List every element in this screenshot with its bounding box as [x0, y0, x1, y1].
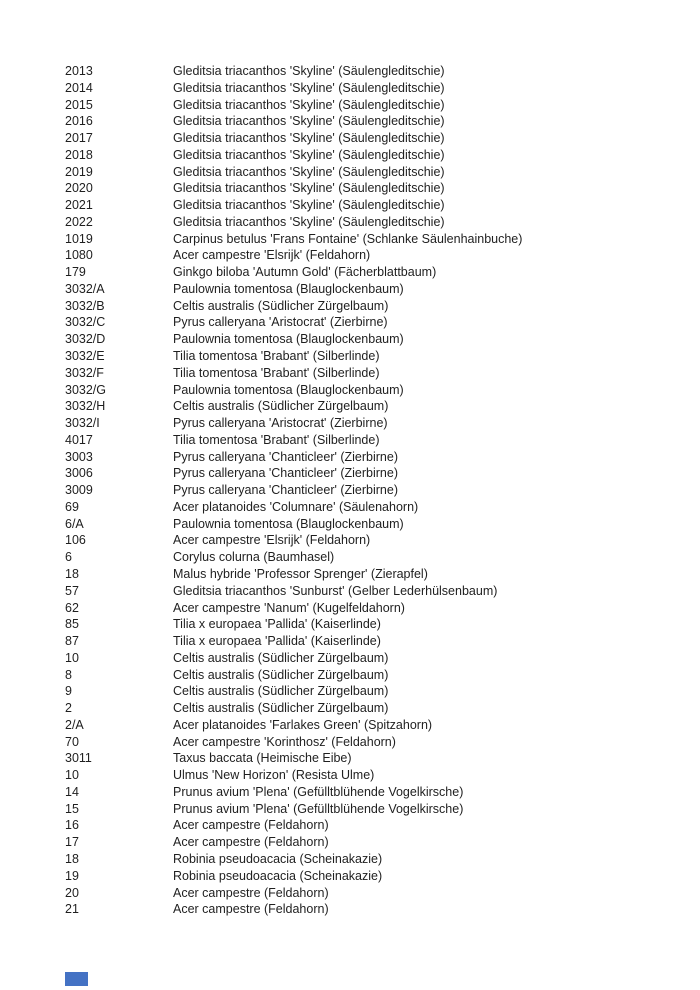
- tree-species: Gleditsia triacanthos 'Skyline' (Säulengleditschie): [173, 164, 445, 179]
- table-row: [65, 667, 522, 684]
- tree-species: Gleditsia triacanthos 'Skyline' (Säulengleditschie): [173, 181, 445, 196]
- table-row: [65, 247, 522, 264]
- table-row: [65, 147, 522, 164]
- tree-species: Pyrus calleryana 'Aristocrat' (Zierbirne): [173, 416, 388, 431]
- tree-id: 18: [65, 851, 79, 866]
- table-row: [65, 465, 522, 482]
- tree-id: 2/A: [65, 717, 84, 732]
- tree-species: Corylus colurna (Baumhasel): [173, 550, 335, 565]
- tree-id: 2014: [65, 80, 93, 95]
- tree-id: 6/A: [65, 516, 84, 531]
- tree-species: Celtis australis (Südlicher Zürgelbaum): [173, 684, 389, 699]
- tree-species: Pyrus calleryana 'Chanticleer' (Zierbirne): [173, 466, 398, 481]
- tree-species: Paulownia tomentosa (Blauglockenbaum): [173, 281, 404, 296]
- table-row: [65, 164, 522, 181]
- tree-species: Tilia tomentosa 'Brabant' (Silberlinde): [173, 432, 380, 447]
- table-row: [65, 549, 522, 566]
- tree-id: 3006: [65, 466, 93, 481]
- tree-species: Gleditsia triacanthos 'Skyline' (Säulengleditschie): [173, 147, 445, 162]
- tree-id: 179: [65, 265, 86, 280]
- table-row: [65, 734, 522, 751]
- table-row: [65, 885, 522, 902]
- tree-id: 16: [65, 818, 79, 833]
- tree-species: Malus hybride 'Professor Sprenger' (Zierapfel): [173, 566, 428, 581]
- tree-id: 6: [65, 550, 72, 565]
- tree-id: 2022: [65, 214, 93, 229]
- tree-species: Acer campestre (Feldahorn): [173, 835, 329, 850]
- table-row: [65, 717, 522, 734]
- tree-species: Gleditsia triacanthos 'Skyline' (Säulengleditschie): [173, 198, 445, 213]
- tree-species: Acer campestre (Feldahorn): [173, 902, 329, 917]
- tree-species: Prunus avium 'Plena' (Gefülltblühende Vogelkirsche): [173, 784, 464, 799]
- tree-id: 2020: [65, 181, 93, 196]
- tree-species: Celtis australis (Südlicher Zürgelbaum): [173, 650, 389, 665]
- tree-id: 70: [65, 734, 79, 749]
- tree-id: 3003: [65, 449, 93, 464]
- table-row: [65, 683, 522, 700]
- tree-species: Acer campestre 'Elsrijk' (Feldahorn): [173, 533, 371, 548]
- tree-id: 4017: [65, 432, 93, 447]
- tree-species: Paulownia tomentosa (Blauglockenbaum): [173, 382, 404, 397]
- table-row: [65, 415, 522, 432]
- tree-species: Acer platanoides 'Farlakes Green' (Spitzahorn): [173, 717, 433, 732]
- tree-id: 10: [65, 650, 79, 665]
- tree-id: 62: [65, 600, 79, 615]
- table-row: [65, 432, 522, 449]
- tree-id: 3032/B: [65, 298, 105, 313]
- page-bottom-blue-mark: [65, 972, 88, 986]
- table-row: [65, 767, 522, 784]
- tree-id: 3032/A: [65, 281, 105, 296]
- tree-id: 2015: [65, 97, 93, 112]
- tree-species: Carpinus betulus 'Frans Fontaine' (Schlanke Säulenhainbuche): [173, 231, 523, 246]
- table-row: [65, 532, 522, 549]
- tree-id: 69: [65, 499, 79, 514]
- tree-id: 17: [65, 835, 79, 850]
- tree-id: 15: [65, 801, 79, 816]
- table-row: [65, 348, 522, 365]
- tree-species: Tilia tomentosa 'Brabant' (Silberlinde): [173, 349, 380, 364]
- tree-species: Tilia x europaea 'Pallida' (Kaiserlinde): [173, 634, 381, 649]
- tree-id: 3032/C: [65, 315, 106, 330]
- tree-species: Gleditsia triacanthos 'Skyline' (Säulengleditschie): [173, 214, 445, 229]
- tree-species: Gleditsia triacanthos 'Skyline' (Säulengleditschie): [173, 80, 445, 95]
- tree-id: 2013: [65, 64, 93, 78]
- tree-species: Robinia pseudoacacia (Scheinakazie): [173, 868, 383, 883]
- tree-id: 3032/G: [65, 382, 107, 397]
- tree-species: Acer campestre 'Elsrijk' (Feldahorn): [173, 248, 371, 263]
- tree-id: 57: [65, 583, 79, 598]
- tree-id: 2021: [65, 198, 93, 213]
- tree-id: 3011: [65, 751, 92, 766]
- table-row: [65, 314, 522, 331]
- table-row: [65, 197, 522, 214]
- table-row: [65, 298, 522, 315]
- tree-species: Celtis australis (Südlicher Zürgelbaum): [173, 701, 389, 716]
- tree-id: 20: [65, 885, 79, 900]
- tree-id: 2019: [65, 164, 93, 179]
- tree-id: 2018: [65, 147, 93, 162]
- table-row: [65, 365, 522, 382]
- table-row: [65, 834, 522, 851]
- table-row: [65, 63, 522, 80]
- table-row: [65, 97, 522, 114]
- tree-species: Celtis australis (Südlicher Zürgelbaum): [173, 298, 389, 313]
- table-row: [65, 80, 522, 97]
- tree-species: Paulownia tomentosa (Blauglockenbaum): [173, 516, 404, 531]
- tree-id: 3032/D: [65, 332, 106, 347]
- tree-id: 3032/E: [65, 349, 105, 364]
- table-row: [65, 398, 522, 415]
- table-row: [65, 600, 522, 617]
- tree-species: Ulmus 'New Horizon' (Resista Ulme): [173, 768, 375, 783]
- tree-species: Taxus baccata (Heimische Eibe): [173, 751, 352, 766]
- tree-id: 14: [65, 784, 79, 799]
- tree-id: 3032/I: [65, 416, 100, 431]
- table-row: [65, 516, 522, 533]
- tree-id: 87: [65, 634, 79, 649]
- tree-species: Ginkgo biloba 'Autumn Gold' (Fächerblattbaum): [173, 265, 437, 280]
- table-row: [65, 750, 522, 767]
- tree-id: 3032/H: [65, 399, 106, 414]
- table-row: [65, 214, 522, 231]
- table-row: [65, 180, 522, 197]
- table-row: [65, 583, 522, 600]
- tree-species: Tilia tomentosa 'Brabant' (Silberlinde): [173, 365, 380, 380]
- tree-id: 21: [65, 902, 79, 917]
- table-row: [65, 650, 522, 667]
- table-row: [65, 382, 522, 399]
- table-row: [65, 784, 522, 801]
- tree-species: Gleditsia triacanthos 'Skyline' (Säulengleditschie): [173, 97, 445, 112]
- tree-id: 3032/F: [65, 365, 104, 380]
- tree-species: Acer campestre 'Nanum' (Kugelfeldahorn): [173, 600, 405, 615]
- tree-id: 106: [65, 533, 86, 548]
- tree-id: 1019: [65, 231, 93, 246]
- tree-id: 2: [65, 701, 72, 716]
- tree-id: 9: [65, 684, 72, 699]
- table-row: [65, 231, 522, 248]
- table-row: [65, 801, 522, 818]
- table-row: [65, 868, 522, 885]
- tree-species: Gleditsia triacanthos 'Skyline' (Säulengleditschie): [173, 114, 445, 129]
- table-row: [65, 633, 522, 650]
- table-row: [65, 113, 522, 130]
- table-row: [65, 264, 522, 281]
- tree-species: Paulownia tomentosa (Blauglockenbaum): [173, 332, 404, 347]
- table-row: [65, 901, 522, 918]
- tree-id: 19: [65, 868, 79, 883]
- tree-species: Celtis australis (Südlicher Zürgelbaum): [173, 667, 389, 682]
- table-row: [65, 616, 522, 633]
- table-row: [65, 566, 522, 583]
- tree-species: Robinia pseudoacacia (Scheinakazie): [173, 851, 383, 866]
- tree-id: 85: [65, 617, 79, 632]
- table-row: [65, 851, 522, 868]
- tree-species: Pyrus calleryana 'Aristocrat' (Zierbirne): [173, 315, 388, 330]
- tree-species: Acer campestre (Feldahorn): [173, 885, 329, 900]
- tree-species: Tilia x europaea 'Pallida' (Kaiserlinde): [173, 617, 381, 632]
- tree-species: Pyrus calleryana 'Chanticleer' (Zierbirne): [173, 483, 398, 498]
- tree-list: [65, 63, 522, 918]
- tree-species: Prunus avium 'Plena' (Gefülltblühende Vogelkirsche): [173, 801, 464, 816]
- tree-species: Gleditsia triacanthos 'Skyline' (Säulengleditschie): [173, 131, 445, 146]
- table-row: [65, 331, 522, 348]
- tree-id: 10: [65, 768, 79, 783]
- table-row: [65, 700, 522, 717]
- tree-id: 2017: [65, 131, 93, 146]
- tree-id: 3009: [65, 483, 93, 498]
- table-row: [65, 817, 522, 834]
- table-row: [65, 281, 522, 298]
- tree-species: Acer campestre 'Korinthosz' (Feldahorn): [173, 734, 396, 749]
- tree-species: Acer campestre (Feldahorn): [173, 818, 329, 833]
- tree-species: Pyrus calleryana 'Chanticleer' (Zierbirne): [173, 449, 398, 464]
- tree-id: 8: [65, 667, 72, 682]
- tree-species: Gleditsia triacanthos 'Skyline' (Säulengleditschie): [173, 64, 445, 78]
- table-row: [65, 449, 522, 466]
- tree-species: Gleditsia triacanthos 'Sunburst' (Gelber Lederhülsenbaum): [173, 583, 498, 598]
- table-row: [65, 499, 522, 516]
- table-row: [65, 130, 522, 147]
- tree-species: Celtis australis (Südlicher Zürgelbaum): [173, 399, 389, 414]
- table-row: [65, 482, 522, 499]
- tree-id: 2016: [65, 114, 93, 129]
- tree-id: 1080: [65, 248, 93, 263]
- tree-species: Acer platanoides 'Columnare' (Säulenahorn): [173, 499, 419, 514]
- tree-id: 18: [65, 566, 79, 581]
